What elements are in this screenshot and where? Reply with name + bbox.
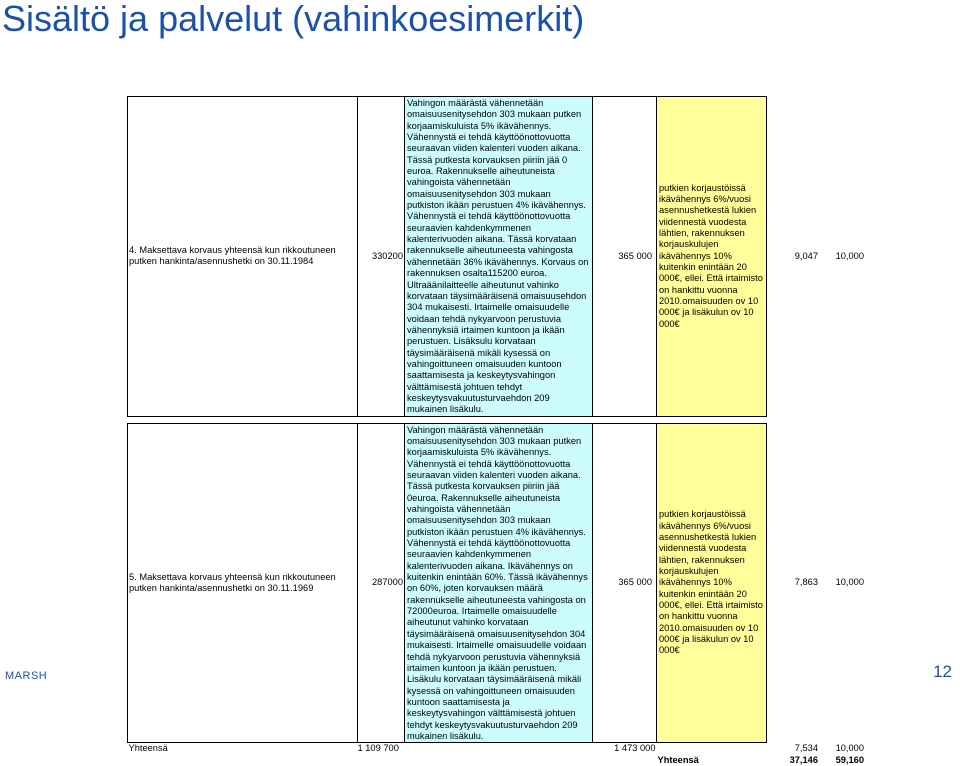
- totals-value-365: 1 473 000: [614, 743, 656, 754]
- row-col6: 7,863: [794, 577, 818, 588]
- row-putkien-note: putkien korjaustöissä ikävähennys 6%/vuosi asennushetkestä lukien viidennestä vuodesta lähtien, rakennuksen korjauskulujen ikävähennys 10% kuitenkin enintään 20 000€, ellei. Että irtaimisto on hankittu vuonna 2010.omaisuuden ov 10 000€ ja lisäkulun ov 10 000€: [657, 97, 767, 417]
- totals2-label: Yhteensä: [657, 754, 699, 765]
- row-col7: 10,000: [835, 250, 864, 261]
- totals2-col6: 37,146: [789, 754, 818, 765]
- row-value-365: 365 000: [593, 423, 657, 743]
- brand-logo: MARSH: [5, 670, 48, 682]
- page-number: 12: [933, 662, 952, 681]
- totals-row-2: [128, 755, 866, 766]
- totals-row: [128, 743, 866, 755]
- row-label: 4. Maksettava korvaus yhteensä kun rikkoutuneen putken hankinta/asennushetki on 30.11.1984: [128, 97, 358, 417]
- totals-amount: 1 109 700: [357, 743, 399, 754]
- row-col6: 9,047: [794, 250, 818, 261]
- claims-table: [127, 96, 865, 766]
- totals-col6: 7,534: [794, 743, 818, 753]
- row-description: Vahingon määrästä vähennetään omaisuusenitysehdon 303 mukaan putken korjaamiskuluista 5% ikävähennys. Vähennystä ei tehdä käyttöönottovuotta seuraavan viiden kalenteri vuoden aikana. Tässä putkesta korvauksen piiriin jää 0 euroa. Rakennukselle aiheutuneista vahingoista vähennetään omaisuusenitysehdon 303 mukaan putkiston ikään perustuen 4% ikävähennys. Vähennystä ei tehdä käyttöönottovuotta seuraavien kahdenkymmenen kalenterivuoden aikana. Tässä korvataan rakennukselle aiheutuneesta vahingosta vähennetään 36% ikävähennys. Korvaus on rakennuksen osalta115200 euroa. Ultraäänilaitteelle aiheutunut vahinko korvataan täysimääräisenä omaisuusehdon 304 mukaisesti. Irtaimelle omaisuudelle voidaan tehdä nykyarvoon perustuvia vähennyksiä irtaimen kuntoon ja ikään perustuen. Lisäksulu korvataan täysimääräisenä mikäli kysessä on vahingoittuneen omaisuuden kuntoon saattamisesta ja keskeytysvahingon välttämisestä johtuen tehdyt keskeytysvakuutusturvaehdon 209 mukainen lisäkulu.: [405, 97, 593, 417]
- row-value-365: 365 000: [593, 97, 657, 417]
- row-amount: 330200: [358, 97, 405, 417]
- row-col7: 10,000: [835, 577, 864, 588]
- row-label: 5. Maksettava korvaus yhteensä kun rikkoutuneen putken hankinta/asennushetki on 30.11.1969: [128, 423, 358, 743]
- row-putkien-note: putkien korjaustöissä ikävähennys 6%/vuosi asennushetkestä lukien viidennestä vuodesta lähtien, rakennuksen korjauskulujen ikävähennys 10% kuitenkin enintään 20 000€, ellei. Että irtaimisto on hankittu vuonna 2010.omaisuuden ov 10 000€ ja lisäkulun ov 10 000€: [657, 423, 767, 743]
- page-title: Sisältö ja palvelut (vahinkoesimerkit): [2, 0, 585, 39]
- row-amount: 287000: [358, 423, 405, 743]
- totals2-col7: 59,160: [835, 754, 864, 765]
- table-row: [128, 97, 866, 417]
- totals-label: Yhteensä: [128, 743, 168, 754]
- totals-col7: 10,000: [835, 743, 864, 753]
- row-description: Vahingon määrästä vähennetään omaisuusenitysehdon 303 mukaan putken korjaamiskuluista 5% ikävähennys. Vähennystä ei tehdä käyttöönottovuotta seuraavan viiden kalenteri vuoden aikana. Tässä putkesta korvauksen piiriin jää 0euroa. Rakennukselle aiheutuneista vahingoista vähennetään omaisuusenitysehdon 303 mukaan putkiston ikään perustuen 4% ikävähennys. Vähennystä ei tehdä käyttöönottovuotta seuraavien kahdenkymmenen kalenterivuoden aikana. Ikävähennys on kuitenkin enintään 60%. Tässä ikävähennys on 60%, joten korvauksen määrä rakennukselle aiheutuneesta vahingosta on 72000euroa. Irtaimelle omaisuudelle aiheutunut vahinko korvataan täysimääräisenä omaisuusenitysehdon 304 mukaisesti. Irtaimelle omaisuudelle voidaan tehdä nykyarvoon perustuvia vähennyksiä irtaimen kuntoon ja ikään perustuen. Lisäkulu korvataan täysimääräisenä mikäli kysessä on vahingoittuneen omaisuuden kuntoon saattamisesta ja keskeytysvahingon välttämisestä johtuen tehdyt keskeytysvakuutusturvaehdon 209 mukainen lisäkulu.: [405, 423, 593, 743]
- table-row: [128, 423, 866, 743]
